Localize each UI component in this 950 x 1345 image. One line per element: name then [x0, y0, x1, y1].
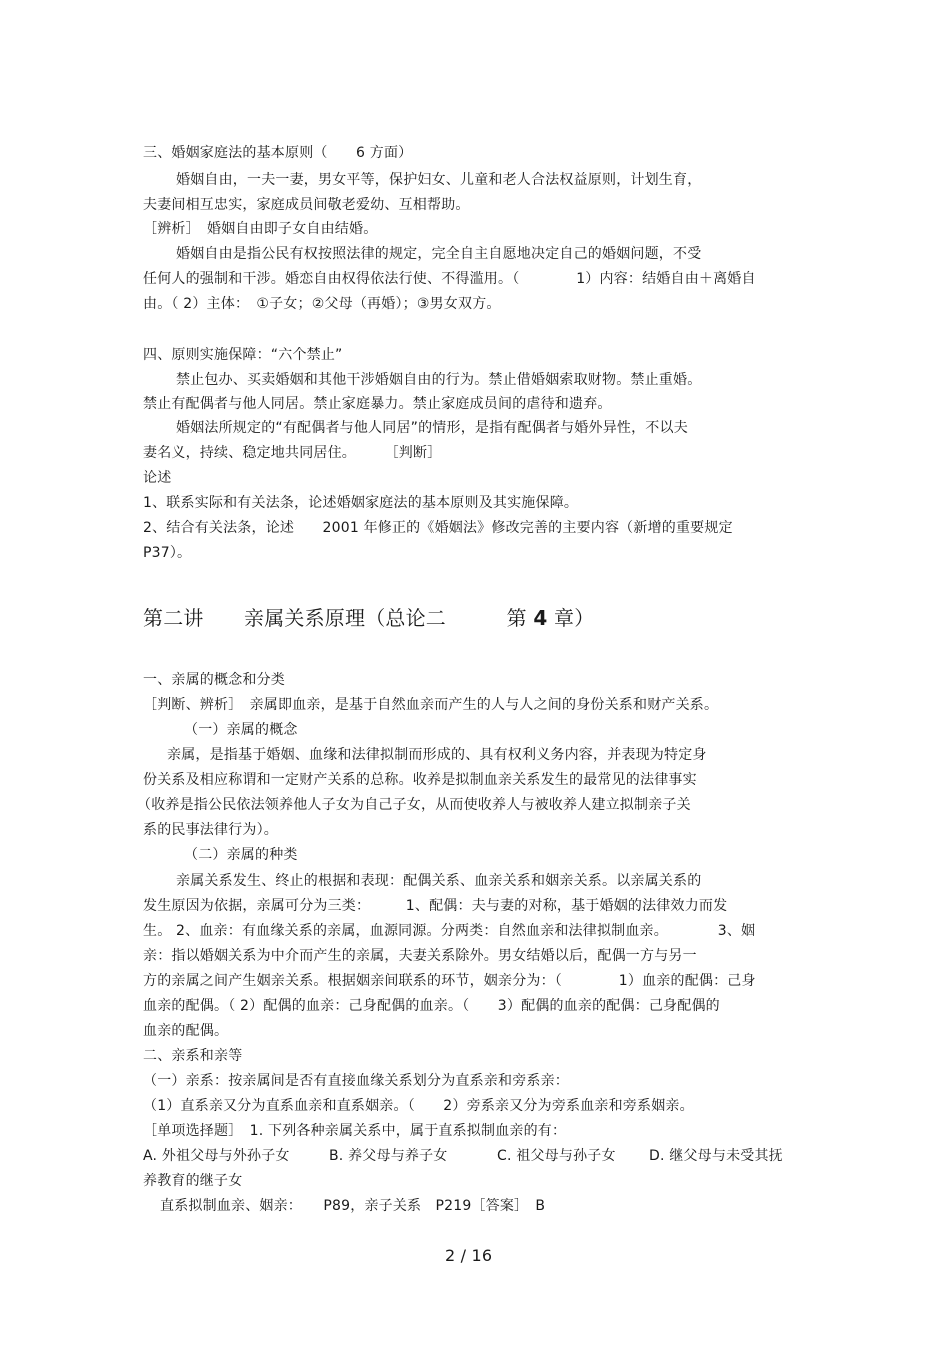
- paragraph-line: 份关系及相应称谓和一定财产关系的总称。收养是拟制血亲关系发生的最常见的法律事实: [143, 772, 697, 788]
- heading-text: 第二讲 亲属关系原理（总论二 第: [143, 606, 534, 630]
- paragraph-line: 婚姻法所规定的“有配偶者与他人同居”的情形，是指有配偶者与婚外异性，不以夫: [176, 420, 688, 436]
- bianxi-line: ［辨析］ 婚姻自由即子女自由结婚。: [143, 221, 378, 237]
- section-title-kinship: 二、亲系和亲等: [143, 1048, 243, 1064]
- judge-line: ［判断、辨析］ 亲属即血亲，是基于自然血亲而产生的人与人之间的身份关系和财产关系。: [143, 697, 719, 713]
- subsection-title: （一）亲属的概念: [184, 722, 298, 738]
- lunshu-label: 论述: [143, 470, 172, 486]
- paragraph-line: （收养是指公民依法领养他人子女为自己子女，从而使收养人与被收养人建立拟制亲子关: [137, 797, 691, 813]
- answer-line: 直系拟制血亲、姻亲： P89，亲子关系 P219［答案］ B: [160, 1198, 546, 1214]
- paragraph-line: 夫妻间相互忠实，家庭成员间敬老爱幼、互相帮助。: [143, 197, 470, 213]
- paragraph-line: （1）直系亲又分为直系血亲和直系姻亲。（ 2）旁系亲又分为旁系血亲和旁系姻亲。: [143, 1098, 694, 1114]
- paragraph-line: 血亲的配偶。（ 2）配偶的血亲：己身配偶的血亲。（ 3）配偶的血亲的配偶：己身配偶的: [143, 998, 720, 1014]
- option-b: B. 养父母与养子女: [329, 1148, 448, 1164]
- essay-question: 1、联系实际和有关法条，论述婚姻家庭法的基本原则及其实施保障。: [143, 495, 579, 511]
- heading-text: 章）: [547, 606, 595, 630]
- paragraph-line: 系的民事法律行为）。: [143, 822, 278, 838]
- option-a: A. 外祖父母与外孙子女: [143, 1148, 290, 1164]
- paragraph-line: 由。（ 2）主体： ①子女；②父母（再婚）；③男女双方。: [143, 296, 501, 312]
- paragraph-line: 禁止包办、买卖婚姻和其他干涉婚姻自由的行为。禁止借婚姻索取财物。禁止重婚。: [176, 372, 702, 388]
- paragraph-line: 婚姻自由，一夫一妻，男女平等，保护妇女、儿童和老人合法权益原则，计划生育，: [176, 172, 702, 188]
- essay-question: P37）。: [143, 545, 192, 561]
- paragraph-line: 方的亲属之间产生姻亲关系。根据姻亲间联系的环节，姻亲分为：（ 1）血亲的配偶：己身: [143, 973, 756, 989]
- paragraph-line: 禁止有配偶者与他人同居。禁止家庭暴力。禁止家庭成员间的虐待和遗弃。: [143, 396, 612, 412]
- paragraph-line: 生。 2、血亲：有血缘关系的亲属，血源同源。分两类：自然血亲和法律拟制血亲。 3、姻: [143, 923, 756, 939]
- paragraph-line: 妻名义，持续、稳定地共同居住。 ［判断］: [143, 445, 442, 461]
- paragraph-line: 任何人的强制和干涉。婚恋自由权得依法行使、不得滥用。（ 1）内容：结婚自由＋离婚自: [143, 271, 756, 287]
- question-stem: ［单项选择题］ 1. 下列各种亲属关系中，属于直系拟制血亲的有：: [143, 1123, 567, 1139]
- lecture-heading: [143, 604, 594, 632]
- section-title-concept: 一、亲属的概念和分类: [143, 672, 285, 688]
- paragraph-line: 亲属，是指基于婚姻、血缘和法律拟制而形成的、具有权利义务内容，并表现为特定身: [167, 747, 707, 763]
- paragraph-line: 亲：指以婚姻关系为中介而产生的亲属，夫妻关系除外。男女结婚以后，配偶一方与另一: [143, 948, 697, 964]
- option-d: D. 继父母与未受其抚: [649, 1148, 783, 1164]
- section-title-guarantee: 四、原则实施保障：“六个禁止”: [143, 347, 343, 363]
- paragraph-line: 婚姻自由是指公民有权按照法律的规定，完全自主自愿地决定自己的婚姻问题，不受: [176, 246, 702, 262]
- subsection-title: （一）亲系：按亲属间是否有直接血缘关系划分为直系亲和旁系亲：: [143, 1073, 569, 1089]
- paragraph-line: 发生原因为依据，亲属可分为三类： 1、配偶：夫与妻的对称，基于婚姻的法律效力而发: [143, 898, 728, 914]
- paragraph-line: 血亲的配偶。: [143, 1023, 229, 1039]
- section-title-principles: 三、婚姻家庭法的基本原则（ 6 方面）: [143, 145, 413, 161]
- page-number: 2 / 16: [445, 1246, 493, 1265]
- heading-chapter-number: 4: [533, 606, 548, 630]
- option-d-continued: 养教育的继子女: [143, 1173, 243, 1189]
- essay-question: 2、结合有关法条，论述 2001 年修正的《婚姻法》修改完善的主要内容（新增的重要规定: [143, 520, 733, 536]
- option-c: C. 祖父母与孙子女: [497, 1148, 616, 1164]
- subsection-title: （二）亲属的种类: [184, 847, 298, 863]
- paragraph-line: 亲属关系发生、终止的根据和表现：配偶关系、血亲关系和姻亲关系。以亲属关系的: [176, 873, 702, 889]
